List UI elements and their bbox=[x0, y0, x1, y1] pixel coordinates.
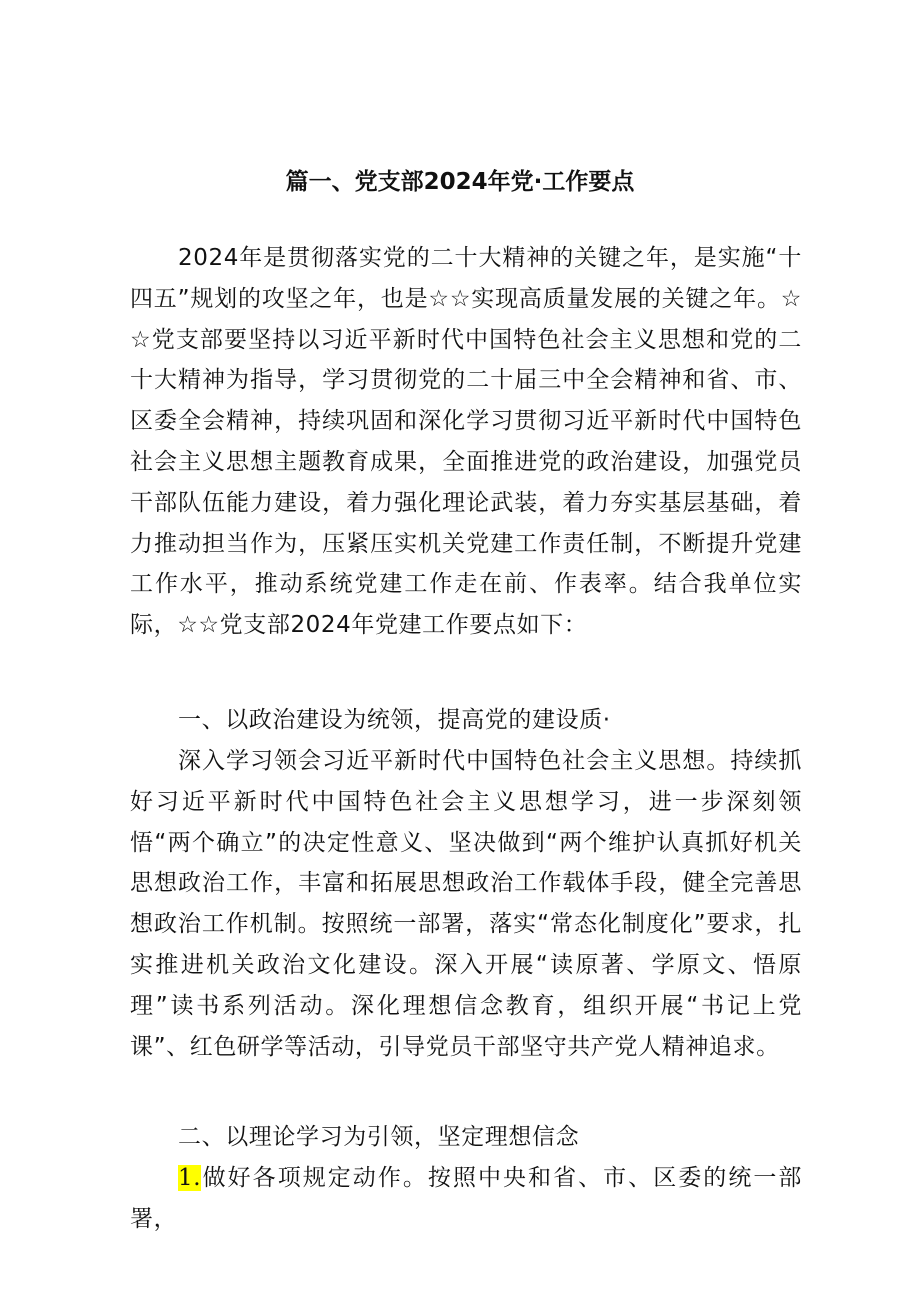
intro-paragraph: 2024年是贯彻落实党的二十大精神的关键之年，是实施“十四五”规划的攻坚之年，也是☆☆实现高质量发展的关键之年。☆☆党支部要坚持以习近平新时代中国特色社会主义思想和党的二十大精神为指导，学习贯彻党的二十届三中全会精神和省、市、区委全会精神，持续巩固和深化学习贯彻习近平新时代中国特色社会主义思想主题教育成果，全面推进党的政治建设，加强党员干部队伍能力建设，着力强化理论武装，着力夯实基层基础，着力推动担当作为，压紧压实机关党建工作责任制，不断提升党建工作水平，推动系统党建工作走在前、作表率。结合我单位实际，☆☆党支部2024年党建工作要点如下： bbox=[130, 245, 802, 639]
section-heading-2: 二、以理论学习为引领，坚定理想信念 bbox=[178, 1124, 580, 1150]
section-heading-1: 一、以政治建设为统领，提高党的建设质· bbox=[178, 707, 611, 733]
list-item-1 bbox=[130, 1158, 802, 1240]
section-1-paragraph: 深入学习领会习近平新时代中国特色社会主义思想。持续抓好习近平新时代中国特色社会主义思想学习，进一步深刻领悟“两个确立”的决定性意义、坚决做到“两个维护认真抓好机关思想政治工作，丰富和拓展思想政治工作载体手段，健全完善思想政治工作机制。按照统一部署，落实“常态化制度化”要求，扎实推进机关政治文化建设。深入开展“读原著、学原文、悟原理”读书系列活动。深化理想信念教育，组织开展“书记上党课”、红色研学等活动，引导党员干部坚守共产党人精神追求。 bbox=[130, 748, 802, 1060]
document-title: 篇一、党支部2024年党·工作要点 bbox=[285, 169, 635, 195]
list-item-1-text: 做好各项规定动作。按照中央和省、市、区委的统一部署， bbox=[130, 1165, 802, 1232]
highlighted-item-number: 1. bbox=[178, 1165, 202, 1191]
